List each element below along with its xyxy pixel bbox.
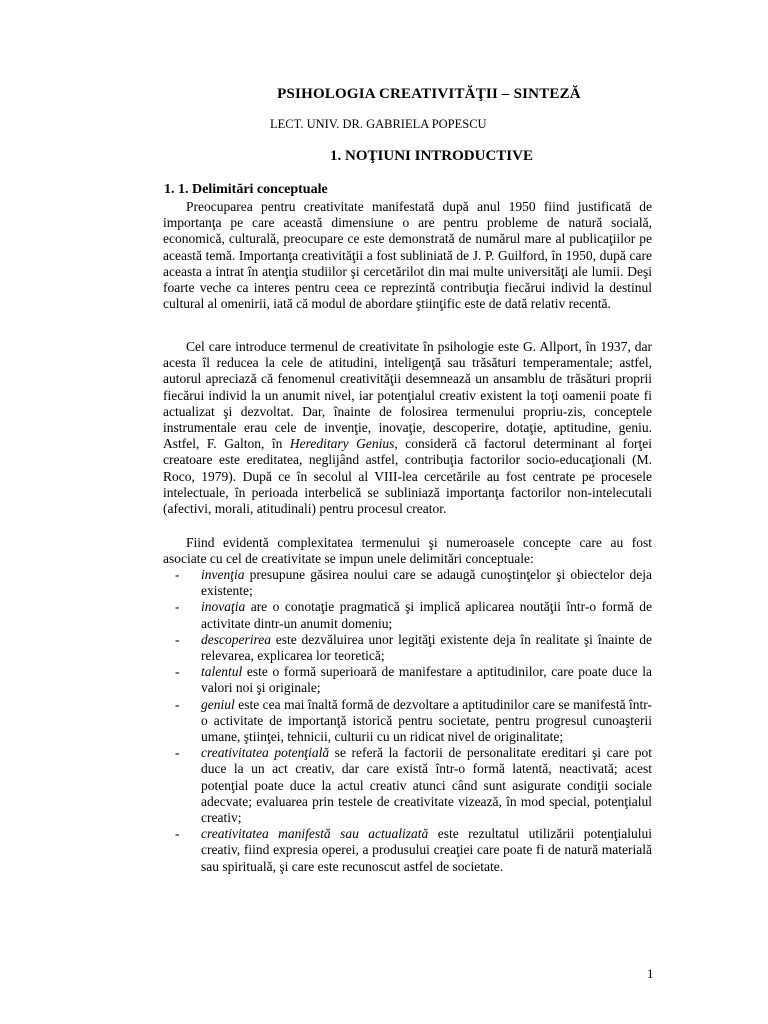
list-term: creativitatea manifestă sau actualizată <box>201 826 429 842</box>
list-term: invenţia <box>201 567 245 582</box>
list-text: presupune găsirea noului care se adaugă cunoştinţelor şi obiectelor deja existente; <box>201 567 652 599</box>
document-author: LECT. UNIV. DR. GABRIELA POPESCU <box>270 117 487 131</box>
concept-list <box>163 567 652 875</box>
list-item <box>163 632 652 664</box>
list-item <box>163 745 652 826</box>
paragraph-2 <box>163 339 652 517</box>
paragraph-2-text <box>163 339 652 517</box>
paragraph-3 <box>163 535 652 567</box>
list-text: este dezvăluirea unor legităţi existente deja în realitate şi înainte de relevarea, explicarea lor teoretică; <box>201 631 652 664</box>
section-heading: 1. 1. Delimitări conceptuale <box>164 182 328 197</box>
list-dash: - <box>175 745 180 761</box>
list-dash: - <box>175 826 180 842</box>
paragraph-3-text: Fiind evidentă complexitatea termenului şi numeroasele concepte care au fost asociate cu cel de creativitate se impun unele delimitări conceptuale: <box>163 535 652 567</box>
list-dash: - <box>175 664 180 680</box>
paragraph-2-part1: Cel care introduce termenul de creativitate în psihologie este G. Allport, în 1937, dar acesta îl reducea la cele de atitudini, inteligenţă sau trăsături temperamentale; astfel, autorul apreciază că fenomenul creativităţii desemnează un ansamblu de trăsături proprii fiecărui individ la un anumit nivel, iar potenţialul creativ existent la toţi oamenii poate fi actualizat şi dezvoltat. Dar, înainte de folosirea termenului propriu-zis, conceptele instrumentale erau cele de invenţie, inovaţie, descoperire, dotaţie, aptitudine, geniu. Astfel, F. Galton, în <box>163 339 652 452</box>
list-term: geniul <box>201 696 235 712</box>
book-title: Hereditary Genius <box>289 436 395 452</box>
list-dash: - <box>175 631 180 647</box>
document-title: PSIHOLOGIA CREATIVITĂŢII – SINTEZĂ <box>277 86 581 102</box>
paragraph-1 <box>163 199 652 312</box>
list-term: descoperirea <box>201 631 271 647</box>
list-dash: - <box>175 567 180 582</box>
list-item <box>163 664 652 696</box>
list-text: este o formă superioară de manifestare a aptitudinilor, care poate duce la valori noi şi originale; <box>201 664 652 696</box>
list-term: talentul <box>201 664 243 680</box>
list-item <box>163 697 652 746</box>
list-dash: - <box>175 599 180 615</box>
list-item <box>163 826 652 875</box>
list-term: creativitatea potenţială <box>201 745 330 761</box>
list-text: este rezultatul utilizării potenţialului creativ, fiind expresia operei, a produsului creaţiei care poate fi de natură materială sau spirituală, şi care este recunoscut astfel de societate. <box>201 826 652 874</box>
list-text: are o conotaţie pragmatică şi implică aplicarea noutăţii într-o formă de activitate dintr-un anumit domeniu; <box>201 599 652 631</box>
paragraph-1-text: Preocuparea pentru creativitate manifestată după anul 1950 fiind justificată de importanţa pe care această dimensiune o are pentru probleme de natură socială, economică, culturală, preocupare ce este demonstrată de numărul mare al publicaţiilor pe această temă. Importanţa creativităţii a fost subliniată de J. P. Guilford, în 1950, după care aceasta a intrat în atenţia studiilor şi cercetărilot din mai multe universităţi ale lumii. Deşi foarte veche ca interes pentru ceea ce reprezintă contribuţia fiecărui individ la destinul cultural al omenirii, iată că modul de abordare ştiinţific este de dată relativ recentă. <box>163 199 652 312</box>
list-text: este cea mai înaltă formă de dezvoltare a aptitudinilor care se manifestă într-o activitate de importanţă istorică pentru societate, pentru progresul cunoaşterii umane, ştiinţei, tehnicii, culturii cu un ridicat nivel de originalitate; <box>201 696 652 745</box>
chapter-heading: 1. NOŢIUNI INTRODUCTIVE <box>330 148 533 164</box>
list-term: inovaţia <box>201 599 246 615</box>
list-item <box>163 567 652 599</box>
list-dash: - <box>175 696 180 712</box>
list-text: se referă la factorii de personalitate ereditari şi care pot duce la un act creativ, dar care există într-o formă latentă, neactivată; acest potenţial poate duce la actul creativ atunci când sunt asigurate condiţii sociale adecvate; evaluarea prin testele de creativitate vizează, în mod special, potenţialul creativ; <box>201 745 652 826</box>
paragraph-2-part2: , consideră că factorul determinant al forţei creatoare este ereditatea, neglijând astfel, contribuţia factorilor socio-educaţionali (M. Roco, 1979). După ce în secolul al VIII-lea cercetările au fost centrate pe procesele intelectuale, în perioada interbelică se subliniază importanţa factorilor non-intelecutali (afectivi, morali, atitudinali) pentru procesul creator. <box>163 436 652 517</box>
list-item <box>163 599 652 631</box>
page-number: 1 <box>647 966 654 981</box>
